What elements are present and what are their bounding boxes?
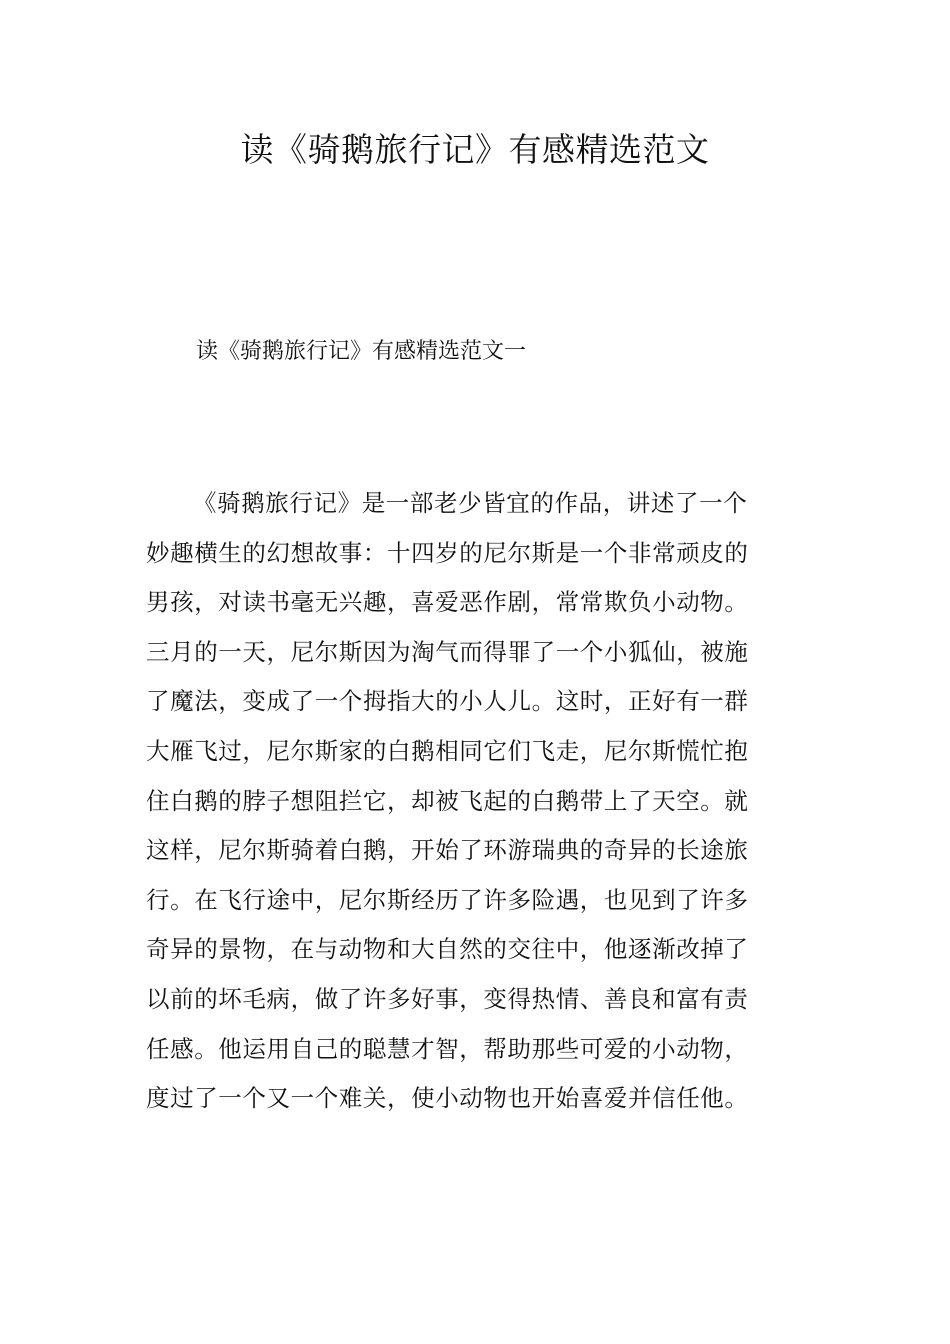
paragraph-line: 奇异的景物，在与动物和大自然的交往中，他逐渐改掉了 [146, 935, 749, 964]
paragraph-line: 以前的坏毛病，做了许多好事，变得热情、善良和富有责 [146, 984, 749, 1013]
body-paragraph [146, 479, 812, 1124]
paragraph-line: 了魔法，变成了一个拇指大的小人儿。这时，正好有一群 [146, 687, 749, 716]
paragraph-line: 度过了一个又一个难关，使小动物也开始喜爱并信任他。 [146, 1084, 749, 1113]
paragraph-line: 三月的一天，尼尔斯因为淘气而得罪了一个小狐仙，被施 [146, 637, 749, 666]
paragraph-line: 妙趣横生的幻想故事：十四岁的尼尔斯是一个非常顽皮的 [146, 538, 749, 567]
paragraph-line: 大雁飞过，尼尔斯家的白鹅相同它们飞走，尼尔斯慌忙抱 [146, 736, 749, 765]
paragraph-line: 这样，尼尔斯骑着白鹅，开始了环游瑞典的奇异的长途旅 [146, 836, 749, 865]
page-title: 读《骑鹅旅行记》有感精选范文 [240, 130, 710, 169]
paragraph-line: 《骑鹅旅行记》是一部老少皆宜的作品，讲述了一个 [193, 489, 748, 517]
paragraph-line: 任感。他运用自己的聪慧才智，帮助那些可爱的小动物， [146, 1034, 749, 1063]
paragraph-line: 男孩，对读书毫无兴趣，喜爱恶作剧，常常欺负小动物。 [146, 588, 749, 617]
section-heading: 读《骑鹅旅行记》有感精选范文一 [196, 339, 527, 364]
paragraph-line: 行。在飞行途中，尼尔斯经历了许多险遇，也见到了许多 [146, 885, 749, 914]
paragraph-line: 住白鹅的脖子想阻拦它，却被飞起的白鹅带上了天空。就 [146, 786, 749, 815]
